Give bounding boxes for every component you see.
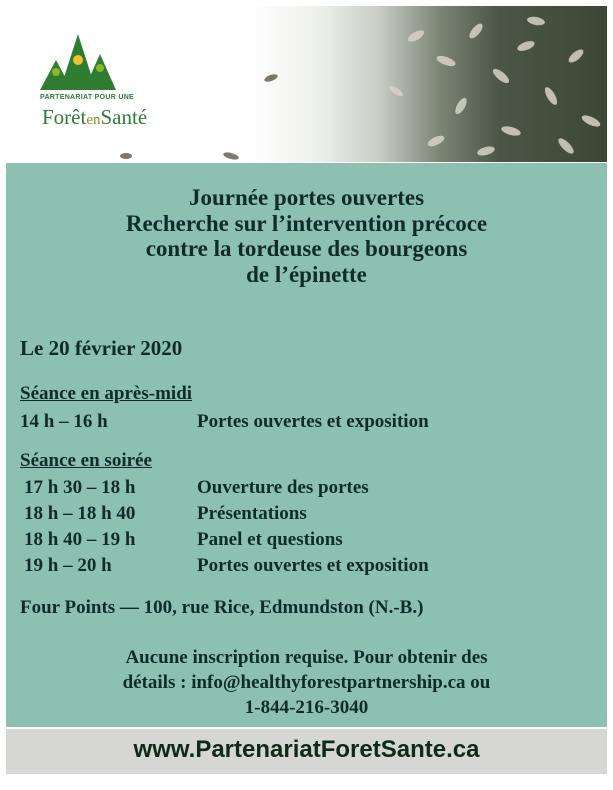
title-line: de l’épinette <box>246 261 367 287</box>
logo-name: ForêtenSanté <box>42 105 148 129</box>
header-banner <box>6 6 607 162</box>
event-venue: Four Points — 100, rue Rice, Edmundston (N.-B.) <box>20 597 424 618</box>
logo-tagline: PARTENARIAT POUR UNE <box>40 94 135 101</box>
event-date: Le 20 février 2020 <box>20 336 183 360</box>
schedule-desc: Portes ouvertes et exposition <box>197 411 429 432</box>
partnership-logo <box>34 30 204 140</box>
contact-line: 1-844-216-3040 <box>244 697 369 718</box>
schedule-time: 18 h – 18 h 40 <box>24 503 136 524</box>
schedule-time: 14 h – 16 h <box>20 411 108 432</box>
evening-heading: Séance en soirée <box>20 450 152 471</box>
schedule-desc: Présentations <box>197 503 307 524</box>
schedule-desc: Portes ouvertes et exposition <box>197 555 429 576</box>
contact-line: détails : info@healthyforestpartnership.ca ou <box>122 672 491 693</box>
tree-logo-icon <box>34 30 124 92</box>
title-line: contre la tordeuse des bourgeons <box>145 236 468 261</box>
title-line: Recherche sur l’intervention précoce <box>125 210 488 236</box>
afternoon-heading: Séance en après-midi <box>20 383 193 404</box>
schedule-time: 18 h 40 – 19 h <box>24 529 136 550</box>
schedule-time: 17 h 30 – 18 h <box>24 477 136 498</box>
schedule-desc: Ouverture des portes <box>197 477 369 498</box>
footer-band <box>6 729 607 774</box>
title-line: Journée portes ouvertes <box>188 185 425 210</box>
event-title <box>6 185 607 287</box>
schedule-time: 19 h – 20 h <box>24 555 112 576</box>
event-panel <box>6 163 607 727</box>
schedule-desc: Panel et questions <box>197 529 343 550</box>
contact-info <box>6 645 607 720</box>
website-link[interactable]: www.PartenariatForetSante.ca <box>133 736 480 763</box>
contact-line: Aucune inscription requise. Pour obtenir des <box>125 647 488 668</box>
